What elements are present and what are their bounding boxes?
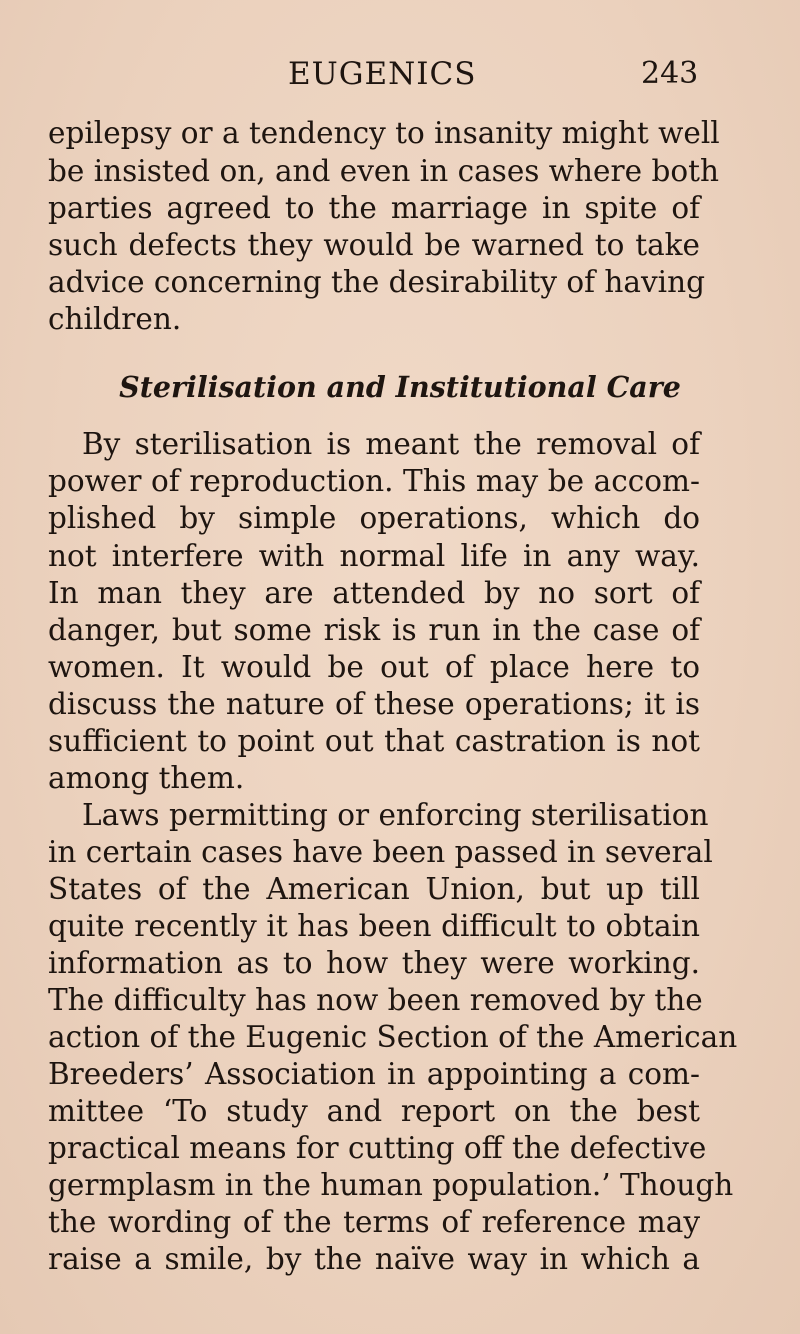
text-line: States of the American Union, but up till (48, 872, 700, 906)
text-line: women. It would be out of place here to (48, 650, 700, 684)
text-line: be insisted on, and even in cases where both (48, 154, 719, 188)
text-line: quite recently it has been difficult to obtain (48, 909, 700, 943)
running-head (0, 52, 800, 96)
text-line: children. (48, 302, 182, 336)
text-line: not interfere with normal life in any way. (48, 539, 700, 573)
text-line: mittee ‘To study and report on the best (48, 1094, 700, 1128)
text-line: In man they are attended by no sort of (48, 576, 700, 610)
section-heading: Sterilisation and Institutional Care (119, 370, 681, 404)
text-line: parties agreed to the marriage in spite of (48, 191, 700, 225)
text-line: among them. (48, 761, 245, 795)
text-line: advice concerning the desirability of having (48, 265, 705, 299)
page-number: 243 (641, 56, 699, 91)
text-line: danger, but some risk is run in the case of (48, 613, 700, 647)
text-line: action of the Eugenic Section of the American (48, 1020, 738, 1054)
text-line: The difficulty has now been removed by the (48, 983, 703, 1017)
text-line: the wording of the terms of reference may (48, 1205, 700, 1239)
running-title: EUGENICS (288, 56, 477, 92)
text-line: By sterilisation is meant the removal of (82, 427, 700, 461)
text-line: practical means for cutting off the defective (48, 1131, 707, 1165)
text-line: sufficient to point out that castration is not (48, 724, 700, 758)
text-line: Laws permitting or enforcing sterilisation (82, 798, 709, 832)
text-line: information as to how they were working. (48, 946, 700, 980)
text-line: power of reproduction. This may be accom- (48, 464, 700, 498)
text-line: epilepsy or a tendency to insanity might well (48, 116, 720, 150)
text-line: germplasm in the human population.’ Though (48, 1168, 734, 1202)
text-line: raise a smile, by the naïve way in which a (48, 1242, 700, 1276)
text-line: discuss the nature of these operations; it is (48, 687, 700, 721)
text-line: such defects they would be warned to take (48, 228, 700, 262)
text-line: in certain cases have been passed in several (48, 835, 713, 869)
text-line: plished by simple operations, which do (48, 501, 700, 535)
text-line: Breeders’ Association in appointing a com- (48, 1057, 700, 1091)
